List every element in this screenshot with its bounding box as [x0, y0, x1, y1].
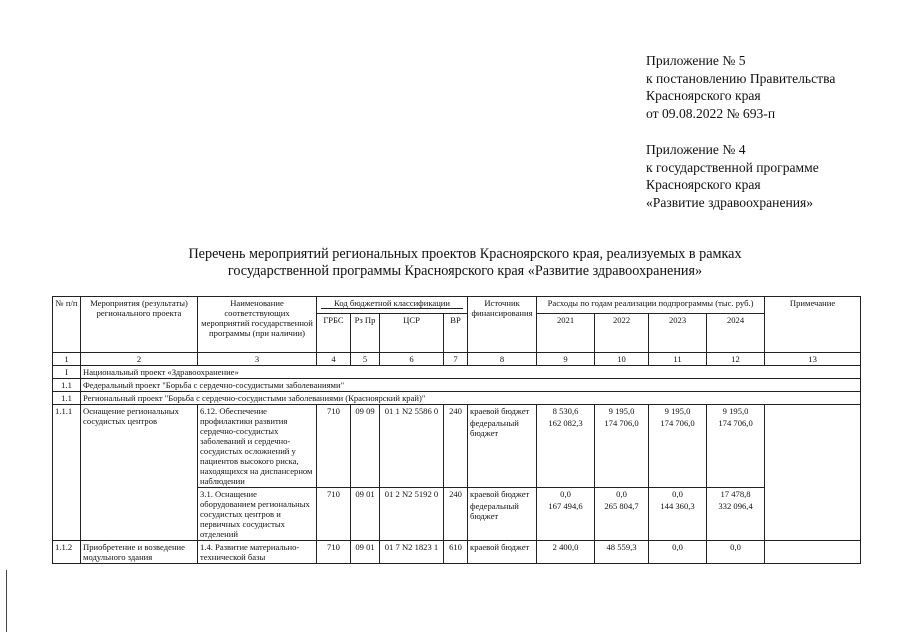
row-grbs: 710 — [317, 488, 351, 541]
row-amount-2023 — [649, 488, 707, 541]
row-amount-2022 — [595, 488, 649, 541]
column-number: 11 — [649, 353, 707, 366]
header-activity: Мероприятия (результаты) регионального проекта — [81, 297, 198, 353]
header-budget-code — [317, 297, 468, 314]
column-number: 2 — [81, 353, 198, 366]
header-rzpr: Рз Пр — [351, 314, 380, 353]
header-grbs: ГРБС — [317, 314, 351, 353]
table-row-1-1-2 — [53, 541, 861, 564]
amount-federal: 167 494,6 — [548, 501, 583, 511]
header-2024: 2024 — [707, 314, 765, 353]
row-amount-2023 — [649, 405, 707, 488]
row-grbs: 710 — [317, 405, 351, 488]
row-amount-2022 — [595, 405, 649, 488]
row-source — [468, 405, 537, 488]
column-number: 8 — [468, 353, 537, 366]
appendix-5-line-4: от 09.08.2022 № 693-п — [646, 105, 776, 121]
row-rzpr: 09 01 — [351, 541, 380, 564]
section-title: Национальный проект «Здравоохранение» — [81, 366, 861, 379]
amount-federal: 332 096,4 — [718, 501, 753, 511]
table-row-1-1-1-a — [53, 405, 861, 488]
section-title: Федеральный проект "Борьба с сердечно-сосудистыми заболеваниями" — [81, 379, 861, 392]
column-number: 10 — [595, 353, 649, 366]
amount-regional: 0,0 — [672, 489, 683, 499]
appendix-4-line-4: «Развитие здравоохранения» — [646, 194, 814, 210]
row-source: краевой бюджет — [468, 541, 537, 564]
column-number: 1 — [53, 353, 81, 366]
source-federal-budget: федеральный бюджет — [470, 418, 519, 438]
column-number: 7 — [444, 353, 468, 366]
row-activity: Приобретение и возведение модульного здания — [81, 541, 198, 564]
column-number: 5 — [351, 353, 380, 366]
row-amount-2024 — [707, 488, 765, 541]
row-note — [765, 541, 861, 564]
header-2023: 2023 — [649, 314, 707, 353]
amount-regional: 9 195,0 — [608, 406, 635, 416]
appendix-4-line-1: Приложение № 4 — [646, 142, 746, 157]
row-note — [765, 405, 861, 541]
source-regional-budget: краевой бюджет — [470, 406, 530, 416]
row-num: 1.1.1 — [53, 405, 81, 541]
amount-regional: 2 400,0 — [552, 542, 579, 552]
row-vr: 240 — [444, 488, 468, 541]
amount-regional: 0,0 — [560, 489, 571, 499]
row-csr: 01 7 N2 1823 1 — [380, 541, 444, 564]
header-num: № п/п — [53, 297, 81, 353]
header-budget-code-label: Код бюджетной классификации — [321, 298, 463, 309]
header-expenses — [537, 297, 765, 314]
row-amount-2024 — [707, 541, 765, 564]
amount-federal: 144 360,3 — [660, 501, 695, 511]
amount-regional: 0,0 — [672, 542, 683, 552]
section-num: 1.1 — [53, 392, 81, 405]
column-number: 6 — [380, 353, 444, 366]
amount-regional: 9 195,0 — [722, 406, 749, 416]
section-row-regional-project — [53, 392, 861, 405]
row-rzpr: 09 01 — [351, 488, 380, 541]
section-row-national-project — [53, 366, 861, 379]
row-vr: 240 — [444, 405, 468, 488]
appendix-4-line-2: к государственной программе — [646, 159, 819, 175]
row-amount-2021 — [537, 405, 595, 488]
column-number: 12 — [707, 353, 765, 366]
amount-regional: 0,0 — [730, 542, 741, 552]
appendix-4-line-3: Красноярского края — [646, 177, 761, 192]
row-num: 1.1.2 — [53, 541, 81, 564]
row-rzpr: 09 09 — [351, 405, 380, 488]
row-program-name: 3.1. Оснащение оборудованием региональных сосудистых центров и первичных сосудистых отделений — [198, 488, 317, 541]
amount-regional: 0,0 — [616, 489, 627, 499]
header-2022: 2022 — [595, 314, 649, 353]
row-amount-2022 — [595, 541, 649, 564]
row-program-name: 6.12. Обеспечение профилактики развития сердечно-сосудистых заболеваний и сердечно-сосудистых осложнений у пациентов высокого риска, находящихся на диспансерном наблюдении — [198, 405, 317, 488]
section-num: 1.1 — [53, 379, 81, 392]
amount-regional: 8 530,6 — [552, 406, 579, 416]
header-source: Источник финансирования — [468, 297, 537, 353]
source-regional-budget: краевой бюджет — [470, 489, 530, 499]
amount-federal: 162 082,3 — [548, 418, 583, 428]
row-grbs: 710 — [317, 541, 351, 564]
amount-federal: 174 706,0 — [604, 418, 639, 428]
row-activity: Оснащение региональных сосудистых центров — [81, 405, 198, 541]
row-amount-2021 — [537, 541, 595, 564]
row-program-name: 1.4. Развитие материально-технической базы — [198, 541, 317, 564]
amount-federal: 174 706,0 — [660, 418, 695, 428]
section-title: Региональный проект "Борьба с сердечно-сосудистыми заболеваниями (Красноярский край)" — [81, 392, 861, 405]
column-number: 9 — [537, 353, 595, 366]
amount-regional: 48 559,3 — [606, 542, 637, 552]
header-2021: 2021 — [537, 314, 595, 353]
appendix-5-block — [646, 52, 835, 122]
header-csr: ЦСР — [380, 314, 444, 353]
activities-table — [52, 296, 861, 564]
row-csr: 01 2 N2 5192 0 — [380, 488, 444, 541]
amount-federal: 265 804,7 — [604, 501, 639, 511]
column-number-row — [53, 353, 861, 366]
row-csr: 01 1 N2 5586 0 — [380, 405, 444, 488]
appendix-5-line-1: Приложение № 5 — [646, 53, 746, 68]
header-vr: ВР — [444, 314, 468, 353]
row-amount-2024 — [707, 405, 765, 488]
section-num: I — [53, 366, 81, 379]
row-vr: 610 — [444, 541, 468, 564]
row-amount-2021 — [537, 488, 595, 541]
amount-regional: 9 195,0 — [664, 406, 691, 416]
row-amount-2023 — [649, 541, 707, 564]
source-federal-budget: федеральный бюджет — [470, 501, 519, 521]
header-note: Примечание — [765, 297, 861, 353]
section-row-federal-project — [53, 379, 861, 392]
row-source — [468, 488, 537, 541]
appendix-5-line-3: Красноярского края — [646, 88, 761, 103]
page-edge-mark — [6, 570, 7, 632]
header-program-name: Наименование соответствующих мероприятий государственной программы (при наличии) — [198, 297, 317, 353]
column-number: 3 — [198, 353, 317, 366]
appendix-5-line-2: к постановлению Правительства — [646, 70, 836, 86]
column-number: 13 — [765, 353, 861, 366]
column-number: 4 — [317, 353, 351, 366]
document-title-line-1: Перечень мероприятий региональных проектов Красноярского края, реализуемых в рамках — [188, 246, 742, 262]
document-title — [0, 246, 902, 280]
amount-regional: 17 478,8 — [720, 489, 751, 499]
appendix-4-block — [646, 141, 819, 211]
header-expenses-label: Расходы по годам реализации подпрограммы (тыс. руб.) — [547, 298, 754, 308]
header-row — [53, 297, 861, 314]
document-title-line-2: государственной программы Красноярского края «Развитие здравоохранения» — [227, 263, 703, 279]
amount-federal: 174 706,0 — [718, 418, 753, 428]
